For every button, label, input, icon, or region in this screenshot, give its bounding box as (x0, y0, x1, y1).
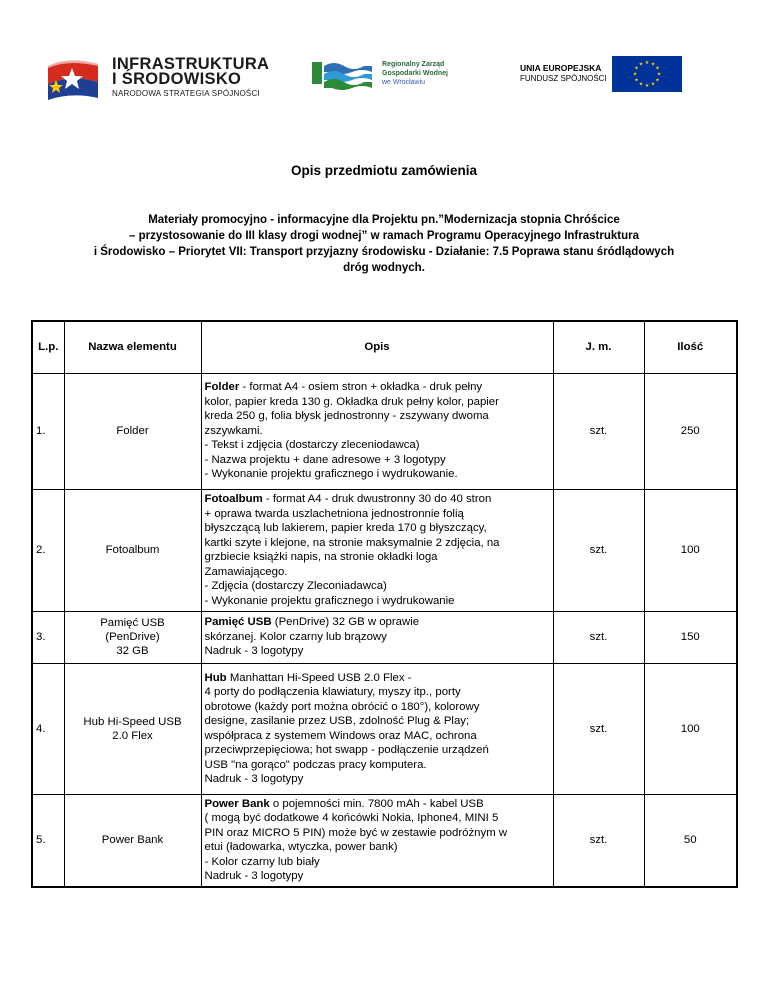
description-line (205, 743, 550, 758)
description-line (205, 380, 550, 395)
header-qty: Ilość (644, 321, 737, 373)
description-item-name: Folder (204, 381, 240, 394)
cell-name (64, 373, 201, 489)
svg-text:★: ★ (638, 81, 644, 88)
eu-flag-icon (612, 56, 682, 92)
svg-text:★: ★ (638, 61, 644, 68)
description-text: USB "na gorąco" podczas pracy komputera. (204, 758, 427, 771)
svg-text:★: ★ (655, 65, 660, 72)
rzgw-line3: we Wrocławiu (382, 79, 426, 86)
description-text: etui (ładowarka, wtyczka, power bank) (204, 841, 398, 853)
table-row (32, 373, 737, 489)
name-line: 32 GB (116, 645, 149, 657)
description-text: - format A4 - druk dwustronny 30 do 40 stron (262, 493, 492, 505)
description-line (205, 826, 550, 841)
description-text: współpraca z systemem Windows oraz MAC, ochrona (204, 729, 477, 742)
cell-unit: szt. (553, 373, 644, 489)
description-line (205, 565, 550, 580)
description-text: błyszczącą lub lakierem, papier kreda 170 g błyszczący, (204, 522, 487, 534)
description-line (205, 811, 550, 826)
cell-unit: szt. (553, 611, 644, 663)
description-text: kolor, papier kreda 130 g. Okładka druk pełny kolor, papier (204, 395, 499, 408)
rzgw-waves-icon (312, 58, 374, 92)
table-row (32, 663, 737, 794)
svg-text:★: ★ (634, 65, 639, 72)
description-text: PIN oraz MICRO 5 PIN) może być w zestawie podróżnym w (204, 826, 508, 839)
description-text: - Kolor czarny lub biały (204, 855, 320, 868)
svg-text:★: ★ (644, 83, 650, 89)
description-text: zszywkami. (204, 424, 263, 437)
name-line: (PenDrive) (105, 631, 160, 643)
description-line (205, 671, 550, 686)
description-line (205, 869, 550, 884)
table-row (32, 489, 737, 611)
description-line (205, 615, 550, 630)
eu-cohesion-fund-logo (506, 56, 684, 92)
description-item-name: Fotoalbum (204, 493, 263, 505)
header-desc: Opis (201, 321, 553, 373)
cell-name (64, 663, 201, 794)
logo-is-line2: I ŚRODOWISKO (112, 70, 242, 88)
cell-description (201, 373, 553, 489)
logo-header (42, 44, 732, 104)
eu-line2: FUNDUSZ SPÓJNOŚCI (520, 74, 607, 83)
table-header-row (32, 321, 737, 373)
svg-text:★: ★ (644, 60, 650, 66)
description-line (205, 507, 550, 522)
cell-lp: 2. (32, 489, 64, 611)
cell-lp: 5. (32, 794, 64, 887)
description-line (205, 492, 550, 507)
description-text: kartki szyte i klejone, na stronie maksymalnie 2 zdjęcia, na (204, 536, 500, 549)
cell-description (201, 489, 553, 611)
description-text: o pojemności min. 7800 mAh - kabel USB (269, 797, 484, 810)
cell-quantity: 100 (644, 489, 737, 611)
description-text: - Tekst i zdjęcia (dostarczy zleceniodawca) (204, 439, 420, 452)
description-text: - Wykonanie projektu graficznego i wydrukowanie (204, 594, 455, 607)
cell-lp: 4. (32, 663, 64, 794)
description-text: obrotowe (każdy port można obrócić o 180°), kolorowy (204, 700, 480, 713)
infrastruktura-srodowisko-logo (42, 44, 304, 104)
description-line (205, 644, 550, 659)
description-item-name: Pamięć USB (204, 616, 272, 629)
description-text: - Zdjęcia (dostarczy Zleconiadawca) (204, 580, 387, 592)
header-unit: J. m. (553, 321, 644, 373)
cell-quantity: 250 (644, 373, 737, 489)
description-text: ( mogą być dodatkowe 4 końcówki Nokia, Iphone4, MINI 5 (204, 812, 499, 824)
description-text: grzbiecie książki napis, na stronie okładki loga (204, 551, 438, 563)
description-line (205, 685, 550, 700)
description-text: (PenDrive) 32 GB w oprawie (271, 616, 420, 629)
description-text: 4 porty do podłączenia klawiatury, myszy itp., porty (204, 686, 461, 698)
description-text: Nadruk - 3 logotypy (204, 645, 304, 658)
description-item-name: Power Bank (204, 797, 270, 810)
description-text: Nadruk - 3 logotypy (204, 773, 304, 785)
svg-text:★: ★ (650, 81, 656, 88)
cell-quantity: 50 (644, 794, 737, 887)
cell-unit: szt. (553, 794, 644, 887)
rzgw-logo (312, 56, 472, 96)
description-text: - Wykonanie projektu graficznego i wydrukowanie. (204, 468, 458, 481)
description-line (205, 700, 550, 715)
logo-is-line1: INFRASTRUKTURA (112, 55, 270, 73)
description-line (205, 521, 550, 536)
description-text: Zamawiającego. (204, 565, 288, 578)
description-line (205, 855, 550, 870)
subtitle-line: Materiały promocyjno - informacyjne dla Projektu pn.”Modernizacja stopnia Chróścice (148, 214, 620, 226)
cell-description (201, 663, 553, 794)
name-line: Fotoalbum (105, 544, 160, 556)
table-row (32, 794, 737, 887)
description-line (205, 594, 550, 609)
cell-unit: szt. (553, 663, 644, 794)
rzgw-text (382, 60, 448, 87)
description-text: - Nazwa projektu + dane adresowe + 3 logotypy (204, 453, 446, 466)
rzgw-line1: Regionalny Zarząd (382, 61, 445, 68)
eu-line1: UNIA EUROPEJSKA (520, 63, 602, 73)
description-line (205, 579, 550, 594)
description-line (205, 395, 550, 410)
name-line: 2.0 Flex (112, 729, 153, 742)
header-lp: L.p. (32, 321, 64, 373)
description-line (205, 758, 550, 773)
svg-text:★: ★ (632, 71, 638, 78)
description-line (205, 438, 550, 453)
subtitle-line: – przystosowanie do III klasy drogi wodnej” w ramach Programu Operacyjnego Infrastruktura (129, 230, 639, 242)
document-subtitle (30, 212, 738, 276)
table-body (32, 373, 737, 887)
cell-quantity: 150 (644, 611, 737, 663)
description-line (205, 797, 550, 812)
description-line (205, 409, 550, 424)
svg-text:★: ★ (656, 71, 662, 78)
cell-lp: 1. (32, 373, 64, 489)
description-line (205, 714, 550, 729)
logo-is-line3: NARODOWA STRATEGIA SPÓJNOŚCI (112, 89, 260, 98)
cell-name (64, 611, 201, 663)
name-line: Folder (116, 425, 149, 437)
description-line (205, 453, 550, 468)
cell-description (201, 794, 553, 887)
description-line (205, 772, 550, 787)
cell-unit: szt. (553, 489, 644, 611)
description-line (205, 630, 550, 645)
cell-quantity: 100 (644, 663, 737, 794)
svg-text:★: ★ (634, 77, 639, 84)
description-text: Nadruk - 3 logotypy (204, 870, 304, 882)
description-line (205, 729, 550, 744)
cell-name (64, 794, 201, 887)
svg-text:★: ★ (650, 61, 656, 68)
poland-flag-stars-icon (42, 52, 104, 102)
description-text: - format A4 - osiem stron + okładka - druk pełny (239, 381, 483, 394)
table-row (32, 611, 737, 663)
name-line: Pamięć USB (100, 617, 165, 629)
description-item-name: Hub (204, 671, 227, 684)
description-line (205, 424, 550, 439)
description-text: + oprawa twarda uszlachetniona jednostronnie folią (204, 507, 464, 520)
name-line: Hub Hi-Speed USB (83, 715, 182, 728)
description-text: skórzanej. Kolor czarny lub brązowy (204, 630, 387, 643)
cell-description (201, 611, 553, 663)
description-line (205, 467, 550, 482)
document-title: Opis przedmiotu zamówienia (290, 163, 478, 178)
name-line: Power Bank (101, 834, 164, 846)
description-text: designe, zasilanie przez USB, zdolność Plug & Play; (204, 715, 470, 727)
svg-text:★: ★ (655, 77, 660, 84)
header-name: Nazwa elementu (64, 321, 201, 373)
specification-table (31, 320, 738, 888)
description-line (205, 840, 550, 855)
description-text: kreda 250 g, folia błysk jednostronny - zszywany dwoma (204, 410, 489, 423)
description-line (205, 550, 550, 565)
subtitle-line: i Środowisko – Priorytet VII: Transport przyjazny środowisku - Działanie: 7.5 Poprawa stanu śródlądowych (93, 246, 675, 258)
description-text: przeciwprzepięciowa; hot swapp - podłączenie urządzeń (204, 744, 489, 756)
rzgw-line2: Gospodarki Wodnej (382, 70, 448, 77)
description-line (205, 536, 550, 551)
cell-name (64, 489, 201, 611)
subtitle-line: dróg wodnych. (343, 262, 425, 274)
description-text: Manhattan Hi-Speed USB 2.0 Flex - (226, 671, 412, 684)
cell-lp: 3. (32, 611, 64, 663)
